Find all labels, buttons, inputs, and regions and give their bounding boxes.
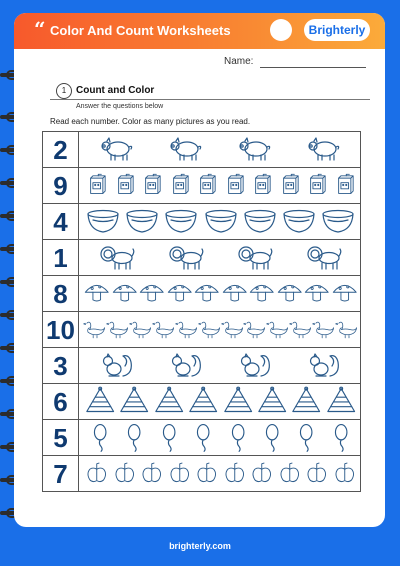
count-color-grid [42,131,361,492]
bowl-icon[interactable] [163,206,199,236]
bell-pepper-icon[interactable] [138,458,166,488]
juice-box-icon[interactable] [166,170,194,200]
pig-icon[interactable] [306,134,342,164]
party-hat-icon[interactable] [324,386,358,416]
goose-icon[interactable] [266,314,289,344]
goose-icon[interactable] [312,314,335,344]
table-row [43,347,360,384]
juice-box-icon[interactable] [248,170,276,200]
bell-pepper-icon[interactable] [276,458,304,488]
goose-icon[interactable] [175,314,198,344]
bell-pepper-icon[interactable] [303,458,331,488]
count-number: 9 [43,168,79,204]
table-row [43,239,360,276]
squirrel-icon[interactable] [99,350,135,380]
balloon-icon[interactable] [117,422,151,452]
brighterly-logo[interactable] [304,19,370,41]
count-number: 5 [43,420,79,456]
party-hat-icon[interactable] [221,386,255,416]
bowl-icon[interactable] [281,206,317,236]
goose-icon[interactable] [129,314,152,344]
mushroom-icon[interactable] [331,278,359,308]
juice-box-icon[interactable] [276,170,304,200]
lion-icon[interactable] [237,242,273,272]
juice-box-icon[interactable] [303,170,331,200]
mushroom-icon[interactable] [83,278,111,308]
worksheet-header [14,13,385,49]
balloon-icon[interactable] [221,422,255,452]
goose-icon[interactable] [83,314,106,344]
footer-url: brighterly.com [169,541,231,551]
pig-icon[interactable] [99,134,135,164]
juice-box-icon[interactable] [221,170,249,200]
balloon-icon[interactable] [152,422,186,452]
bell-pepper-icon[interactable] [331,458,359,488]
worksheet [14,13,385,527]
table-row [43,455,360,492]
juice-box-icon[interactable] [193,170,221,200]
goose-icon[interactable] [335,314,358,344]
table-row [43,275,360,312]
juice-box-icon[interactable] [331,170,359,200]
goose-icon[interactable] [289,314,312,344]
party-hat-icon[interactable] [289,386,323,416]
logo-text: Brighterly [308,23,366,37]
count-number: 1 [43,240,79,276]
mushroom-icon[interactable] [166,278,194,308]
pig-icon[interactable] [168,134,204,164]
party-hat-icon[interactable] [255,386,289,416]
party-hat-icon[interactable] [152,386,186,416]
mushroom-icon[interactable] [276,278,304,308]
balloon-icon[interactable] [83,422,117,452]
section-number: 1 [61,86,67,95]
bell-pepper-icon[interactable] [111,458,139,488]
mushroom-icon[interactable] [303,278,331,308]
name-field-line[interactable] [260,67,366,68]
bowl-icon[interactable] [203,206,239,236]
mushroom-icon[interactable] [193,278,221,308]
goose-icon[interactable] [106,314,129,344]
count-number: 7 [43,456,79,492]
goose-icon[interactable] [152,314,175,344]
bell-pepper-icon[interactable] [193,458,221,488]
balloon-icon[interactable] [289,422,323,452]
bowl-icon[interactable] [124,206,160,236]
lion-icon[interactable] [168,242,204,272]
bell-pepper-icon[interactable] [248,458,276,488]
bell-pepper-icon[interactable] [221,458,249,488]
goose-icon[interactable] [221,314,244,344]
pig-icon[interactable] [237,134,273,164]
squirrel-icon[interactable] [306,350,342,380]
goose-icon[interactable] [243,314,266,344]
balloon-icon[interactable] [255,422,289,452]
name-label: Name: [224,56,254,67]
mushroom-icon[interactable] [221,278,249,308]
quote-mark-icon: “ [34,17,46,41]
juice-box-icon[interactable] [83,170,111,200]
count-number: 3 [43,348,79,384]
party-hat-icon[interactable] [117,386,151,416]
lion-icon[interactable] [306,242,342,272]
section-subtitle: Answer the questions below [76,103,164,110]
goose-icon[interactable] [198,314,221,344]
juice-box-icon[interactable] [138,170,166,200]
table-row [43,167,360,204]
bowl-icon[interactable] [242,206,278,236]
lion-icon[interactable] [99,242,135,272]
squirrel-icon[interactable] [168,350,204,380]
mushroom-icon[interactable] [138,278,166,308]
count-number: 10 [43,312,79,348]
table-row [43,132,360,168]
mushroom-icon[interactable] [111,278,139,308]
section-title: Count and Color [76,85,155,96]
count-number: 8 [43,276,79,312]
table-row [43,311,360,348]
worksheet-title: Color And Count Worksheets [50,23,231,38]
mushroom-icon[interactable] [248,278,276,308]
count-number: 4 [43,204,79,240]
balloon-icon[interactable] [186,422,220,452]
bell-pepper-icon[interactable] [166,458,194,488]
balloon-icon[interactable] [324,422,358,452]
table-row [43,419,360,456]
table-row [43,203,360,240]
party-hat-icon[interactable] [83,386,117,416]
instructions-text: Read each number. Color as many pictures as you read. [50,117,251,126]
party-hat-icon[interactable] [186,386,220,416]
count-number: 6 [43,384,79,420]
juice-box-icon[interactable] [111,170,139,200]
section-divider [50,99,370,100]
bowl-icon[interactable] [320,206,356,236]
count-number: 2 [43,132,79,168]
table-row [43,383,360,420]
section-number-badge [56,83,72,99]
bowl-icon[interactable] [85,206,121,236]
decorative-circle [270,19,292,41]
squirrel-icon[interactable] [237,350,273,380]
bell-pepper-icon[interactable] [83,458,111,488]
